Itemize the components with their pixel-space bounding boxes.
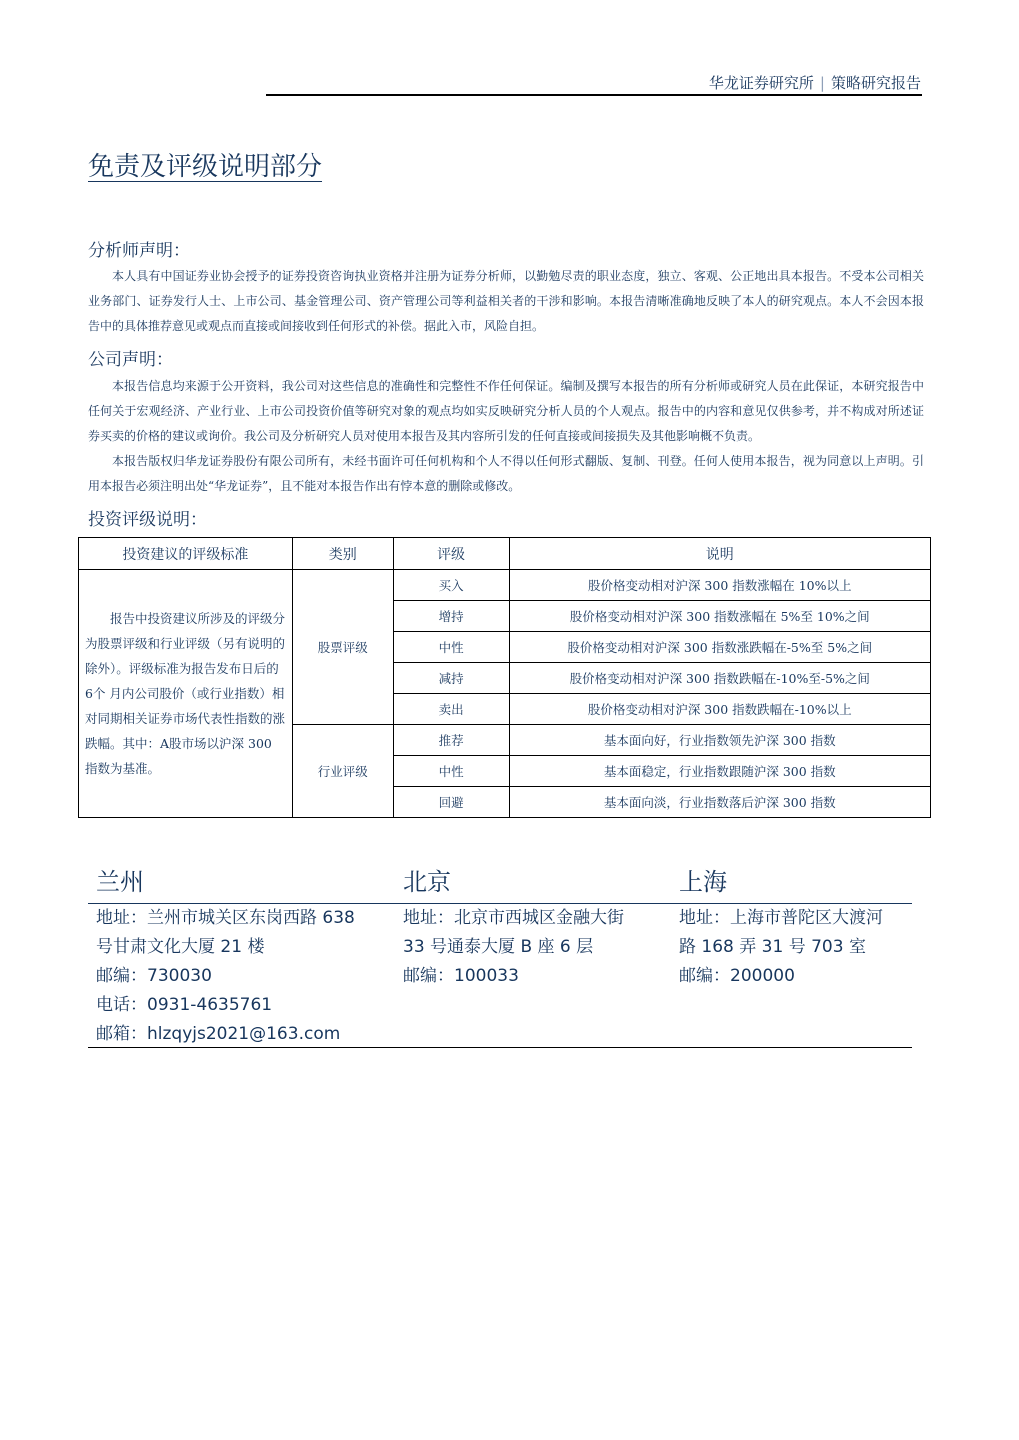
industry-category-cell: 行业评级 (292, 725, 393, 818)
table-header-row (79, 538, 931, 570)
address-line: 号甘肃文化大厦 21 楼 (96, 937, 265, 957)
postcode: 邮编：730030 (96, 966, 212, 986)
address-line: 地址：北京市西城区金融大街 (403, 908, 624, 928)
desc-cell: 股价格变动相对沪深 300 指数跌幅在-10%至-5%之间 (509, 663, 931, 694)
column-header: 投资建议的评级标准 (79, 538, 293, 570)
address-line: 地址：兰州市城关区东岗西路 638 (96, 908, 355, 928)
grade-cell: 推荐 (393, 725, 509, 756)
address-line: 33 号通泰大厦 B 座 6 层 (403, 937, 594, 957)
grade-cell: 减持 (393, 663, 509, 694)
header-report-type: 策略研究报告 (830, 74, 921, 92)
phone: 电话：0931-4635761 (96, 995, 273, 1015)
stock-category-cell: 股票评级 (292, 570, 393, 725)
column-header: 评级 (393, 538, 509, 570)
copyright-statement: 本报告版权归华龙证券股份有限公司所有，未经书面许可任何机构和个人不得以任何形式翻版、复制、刊登。任何人使用本报告，视为同意以上声明。引用本报告必须注明出处“华龙证券”，且不能对本报告作出有悖本意的删除或修改。 (88, 454, 924, 493)
rating-standard-text: 报告中投资建议所涉及的评级分为股票评级和行业评级（另有说明的除外）。评级标准为报告发布日后的6个 月内公司股价（或行业指数）相对同期相关证券市场代表性指数的涨跌幅。其中：A股市场以沪深 300 指数为基准。 (85, 611, 286, 776)
company-heading: 公司声明： (88, 350, 173, 370)
office-address-shanghai (679, 904, 883, 991)
grade-cell: 增持 (393, 601, 509, 632)
desc-cell: 股价格变动相对沪深 300 指数涨幅在 5%至 10%之间 (509, 601, 931, 632)
rating-standard-cell (79, 570, 293, 818)
email: 邮箱：hlzqyjs2021@163.com (96, 1024, 341, 1044)
address-line: 地址：上海市普陀区大渡河 (679, 908, 883, 928)
address-line: 路 168 弄 31 号 703 室 (679, 937, 866, 957)
header-separator: | (819, 74, 825, 92)
column-header: 类别 (292, 538, 393, 570)
desc-cell: 股价格变动相对沪深 300 指数涨幅在 10%以上 (509, 570, 931, 601)
page-title: 免责及评级说明部分 (88, 152, 323, 182)
grade-cell: 中性 (393, 756, 509, 787)
grade-cell: 中性 (393, 632, 509, 663)
rating-table (78, 537, 931, 818)
desc-cell: 基本面向好，行业指数领先沪深 300 指数 (509, 725, 931, 756)
company-statement: 本报告信息均来源于公开资料，我公司对这些信息的准确性和完整性不作任何保证。编制及撰写本报告的所有分析师或研究人员在此保证，本研究报告中任何关于宏观经济、产业行业、上市公司投资价值等研究对象的观点均如实反映研究分析人员的个人观点。报告中的内容和意见仅供参考，并不构成对所述证券买卖的价格的建议或询价。我公司及分析研究人员对使用本报告及其内容所引发的任何直接或间接损失及其他影响概不负责。 (88, 379, 924, 443)
address-rule-bottom (88, 1047, 912, 1048)
column-header: 说明 (509, 538, 931, 570)
postcode: 邮编：100033 (403, 966, 519, 986)
page-header (709, 72, 921, 93)
table-row (79, 570, 931, 601)
desc-cell: 基本面稳定，行业指数跟随沪深 300 指数 (509, 756, 931, 787)
header-rule (266, 94, 922, 96)
grade-cell: 买入 (393, 570, 509, 601)
grade-cell: 回避 (393, 787, 509, 818)
office-address-beijing (403, 904, 624, 991)
desc-cell: 股价格变动相对沪深 300 指数涨跌幅在-5%至 5%之间 (509, 632, 931, 663)
postcode: 邮编：200000 (679, 966, 795, 986)
desc-cell: 股价格变动相对沪深 300 指数跌幅在-10%以上 (509, 694, 931, 725)
grade-cell: 卖出 (393, 694, 509, 725)
header-institute: 华龙证券研究所 (708, 74, 814, 92)
office-address-lanzhou (96, 904, 355, 1049)
rating-heading: 投资评级说明： (88, 510, 207, 530)
office-city-beijing: 北京 (403, 868, 451, 896)
office-city-lanzhou: 兰州 (96, 868, 144, 896)
analyst-heading: 分析师声明： (88, 241, 190, 261)
office-city-shanghai: 上海 (679, 868, 727, 896)
desc-cell: 基本面向淡，行业指数落后沪深 300 指数 (509, 787, 931, 818)
analyst-statement: 本人具有中国证券业协会授予的证券投资咨询执业资格并注册为证券分析师，以勤勉尽责的职业态度，独立、客观、公正地出具本报告。不受本公司相关业务部门、证券发行人士、上市公司、基金管理公司、资产管理公司等利益相关者的干涉和影响。本报告清晰准确地反映了本人的研究观点。本人不会因本报告中的具体推荐意见或观点而直接或间接收到任何形式的补偿。据此入市，风险自担。 (88, 269, 924, 333)
